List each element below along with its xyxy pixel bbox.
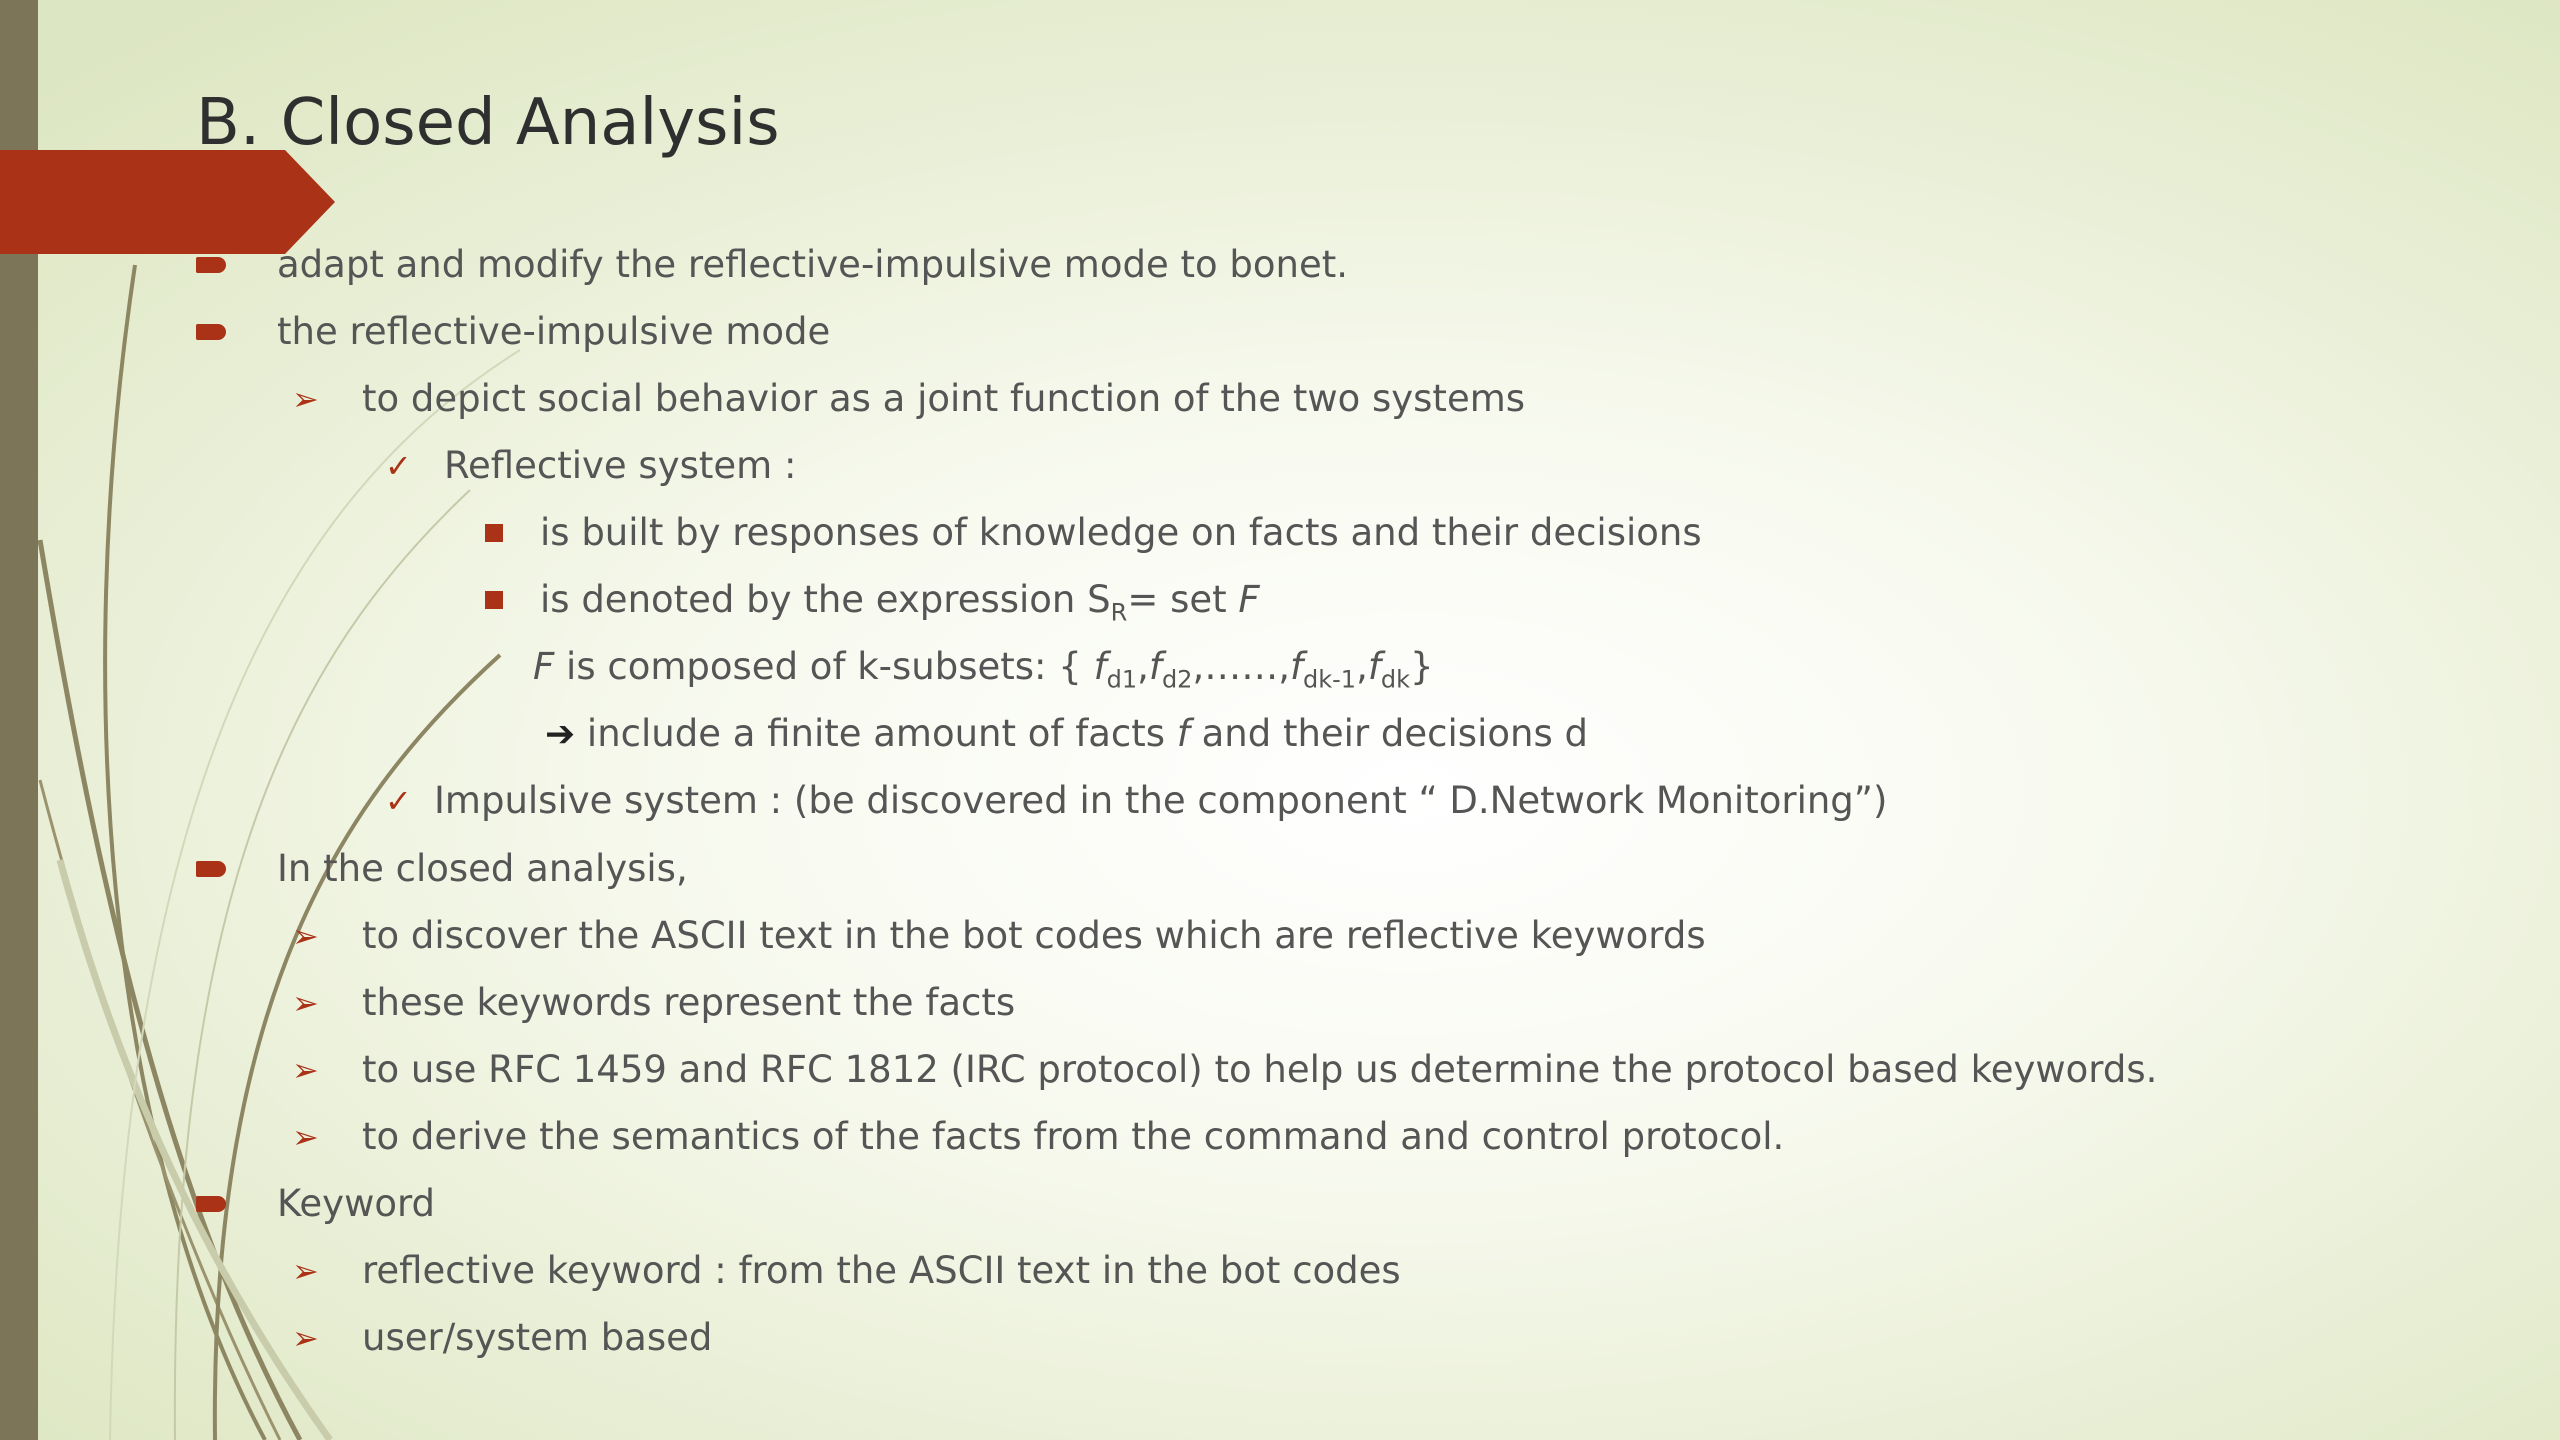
include-text: include a finite amount of facts: [575, 712, 1177, 755]
bullet-level2: these keywords represent the facts: [362, 981, 1016, 1024]
bullet-level4-expression: [540, 576, 1260, 636]
arrowhead-bullet-icon: ➢: [292, 984, 319, 1022]
set-f: F: [1238, 578, 1260, 621]
arrow-bullet-icon: [196, 257, 226, 273]
f-composition-line: F is composed of k-subsets: { $f_{d1},f_{d2},\dots\dots,f_{dk-1},f_{dk}$}: [533, 645, 1434, 694]
arrowhead-bullet-icon: ➢: [292, 1319, 319, 1357]
square-bullet-icon: [485, 524, 503, 542]
set-f-italic: F: [533, 645, 555, 688]
subscript-d2: d2: [1161, 665, 1193, 694]
bullet-level2: to discover the ASCII text in the bot codes which are reflective keywords: [362, 914, 1706, 957]
bullet-level2: to derive the semantics of the facts from the command and control protocol.: [362, 1115, 1785, 1158]
arrow-bullet-icon: [196, 324, 226, 340]
bullet-level3: Impulsive system : (be discovered in the component “ D.Network Monitoring”): [434, 779, 1888, 822]
checkmark-bullet-icon: ✓: [385, 447, 412, 485]
slide-title: B. Closed Analysis: [196, 86, 780, 160]
closing-brace: }: [1410, 645, 1434, 688]
f-symbol-4: f: [1367, 645, 1381, 688]
bullet-level1: In the closed analysis,: [277, 847, 688, 890]
arrow-bullet-icon: [196, 861, 226, 877]
bullet-level2: reflective keyword : from the ASCII text in the bot codes: [362, 1249, 1401, 1292]
subscript-dk-1: dk-1: [1303, 665, 1357, 694]
include-line: [545, 710, 1588, 759]
composition-text: is composed of k-subsets: {: [554, 645, 1094, 688]
red-arrow-banner: [0, 150, 335, 254]
checkmark-bullet-icon: ✓: [385, 782, 412, 820]
arrowhead-bullet-icon: ➢: [292, 917, 319, 955]
bullet-level2: to depict social behavior as a joint function of the two systems: [362, 377, 1526, 420]
expression-text: is denoted by the expression S: [540, 578, 1111, 621]
bullet-level4: is built by responses of knowledge on facts and their decisions: [540, 511, 1702, 554]
bullet-level1: the reflective-impulsive mode: [277, 310, 831, 353]
f-symbol-2: f: [1148, 645, 1162, 688]
bullet-level2: to use RFC 1459 and RFC 1812 (IRC protocol) to help us determine the protocol based keywords.: [362, 1048, 2158, 1091]
expression-equals: = set: [1127, 578, 1239, 621]
arrow-bullet-icon: [196, 1196, 226, 1212]
bullet-level1: Keyword: [277, 1182, 436, 1225]
arrowhead-bullet-icon: ➢: [292, 380, 319, 418]
bullet-level1: adapt and modify the reflective-impulsive mode to bonet.: [277, 243, 1349, 286]
square-bullet-icon: [485, 591, 503, 609]
include-text-end: and their decisions d: [1189, 712, 1588, 755]
right-arrow-icon: ➔: [545, 714, 576, 755]
bullet-level2: user/system based: [362, 1316, 713, 1359]
arrowhead-bullet-icon: ➢: [292, 1118, 319, 1156]
ellipsis: ……: [1204, 645, 1279, 688]
subscript-d1: d1: [1106, 665, 1138, 694]
subscript-dk: dk: [1380, 665, 1411, 694]
arrowhead-bullet-icon: ➢: [292, 1252, 319, 1290]
bullet-level3: Reflective system :: [444, 444, 797, 487]
f-symbol-3: f: [1289, 645, 1304, 688]
subscript-r: R: [1110, 598, 1128, 627]
f-symbol-1: f: [1093, 645, 1107, 688]
arrowhead-bullet-icon: ➢: [292, 1051, 319, 1089]
fact-f-italic: f: [1176, 712, 1190, 755]
